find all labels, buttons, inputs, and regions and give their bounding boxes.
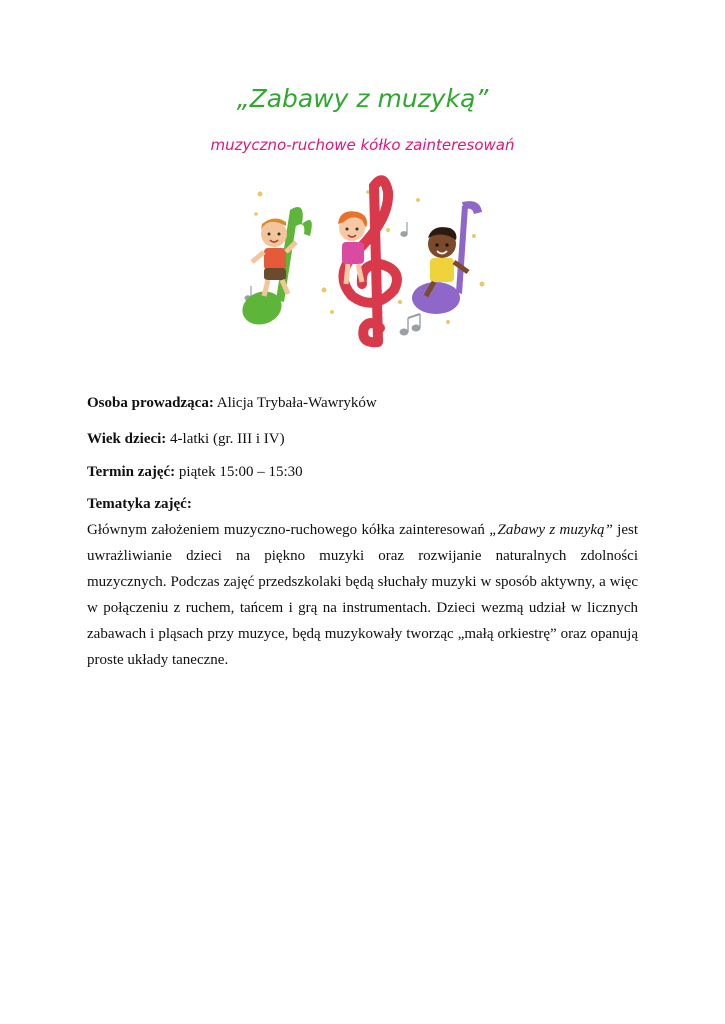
purple-note-icon: [412, 201, 482, 314]
topic-paragraph: [87, 517, 638, 673]
age-value: 4-latki (gr. III i IV): [170, 431, 285, 447]
topic-text-italic: „Zabawy z muzyką”: [489, 522, 613, 538]
leader-label: Osoba prowadząca:: [87, 395, 214, 411]
leader-value: Alicja Trybała-Wawryków: [216, 395, 377, 411]
topic-text-before: Głównym założeniem muzyczno-ruchowego kółka zainteresowań: [87, 522, 490, 538]
children-music-notes-illustration: [228, 172, 498, 350]
leader-line: [87, 395, 377, 412]
page-subtitle: muzyczno-ruchowe kółko zainteresowań: [210, 136, 515, 154]
page-title: „Zabawy z muzyką”: [236, 84, 489, 113]
schedule-label: Termin zajęć:: [87, 464, 176, 480]
age-label: Wiek dzieci:: [87, 431, 167, 447]
schedule-line: [87, 464, 303, 481]
topic-text-after: jest uwrażliwianie dzieci na piękno muzyki oraz rozwijanie naturalnych zdolności muzycznych. Podczas zajęć przedszkolaki będą słuchały muzyki w sposób aktywny, a więc w połączeniu z ruchem, tańcem i grą na instrumentach. Dzieci wezmą udział w licznych zabawach i pląsach przy muzyce, będą muzykowały tworząc „małą orkiestrę” oraz opanują proste układy taneczne.: [87, 522, 638, 668]
age-line: [87, 431, 285, 448]
topic-heading: Tematyka zajęć:: [87, 496, 192, 512]
schedule-value: piątek 15:00 – 15:30: [178, 464, 303, 480]
